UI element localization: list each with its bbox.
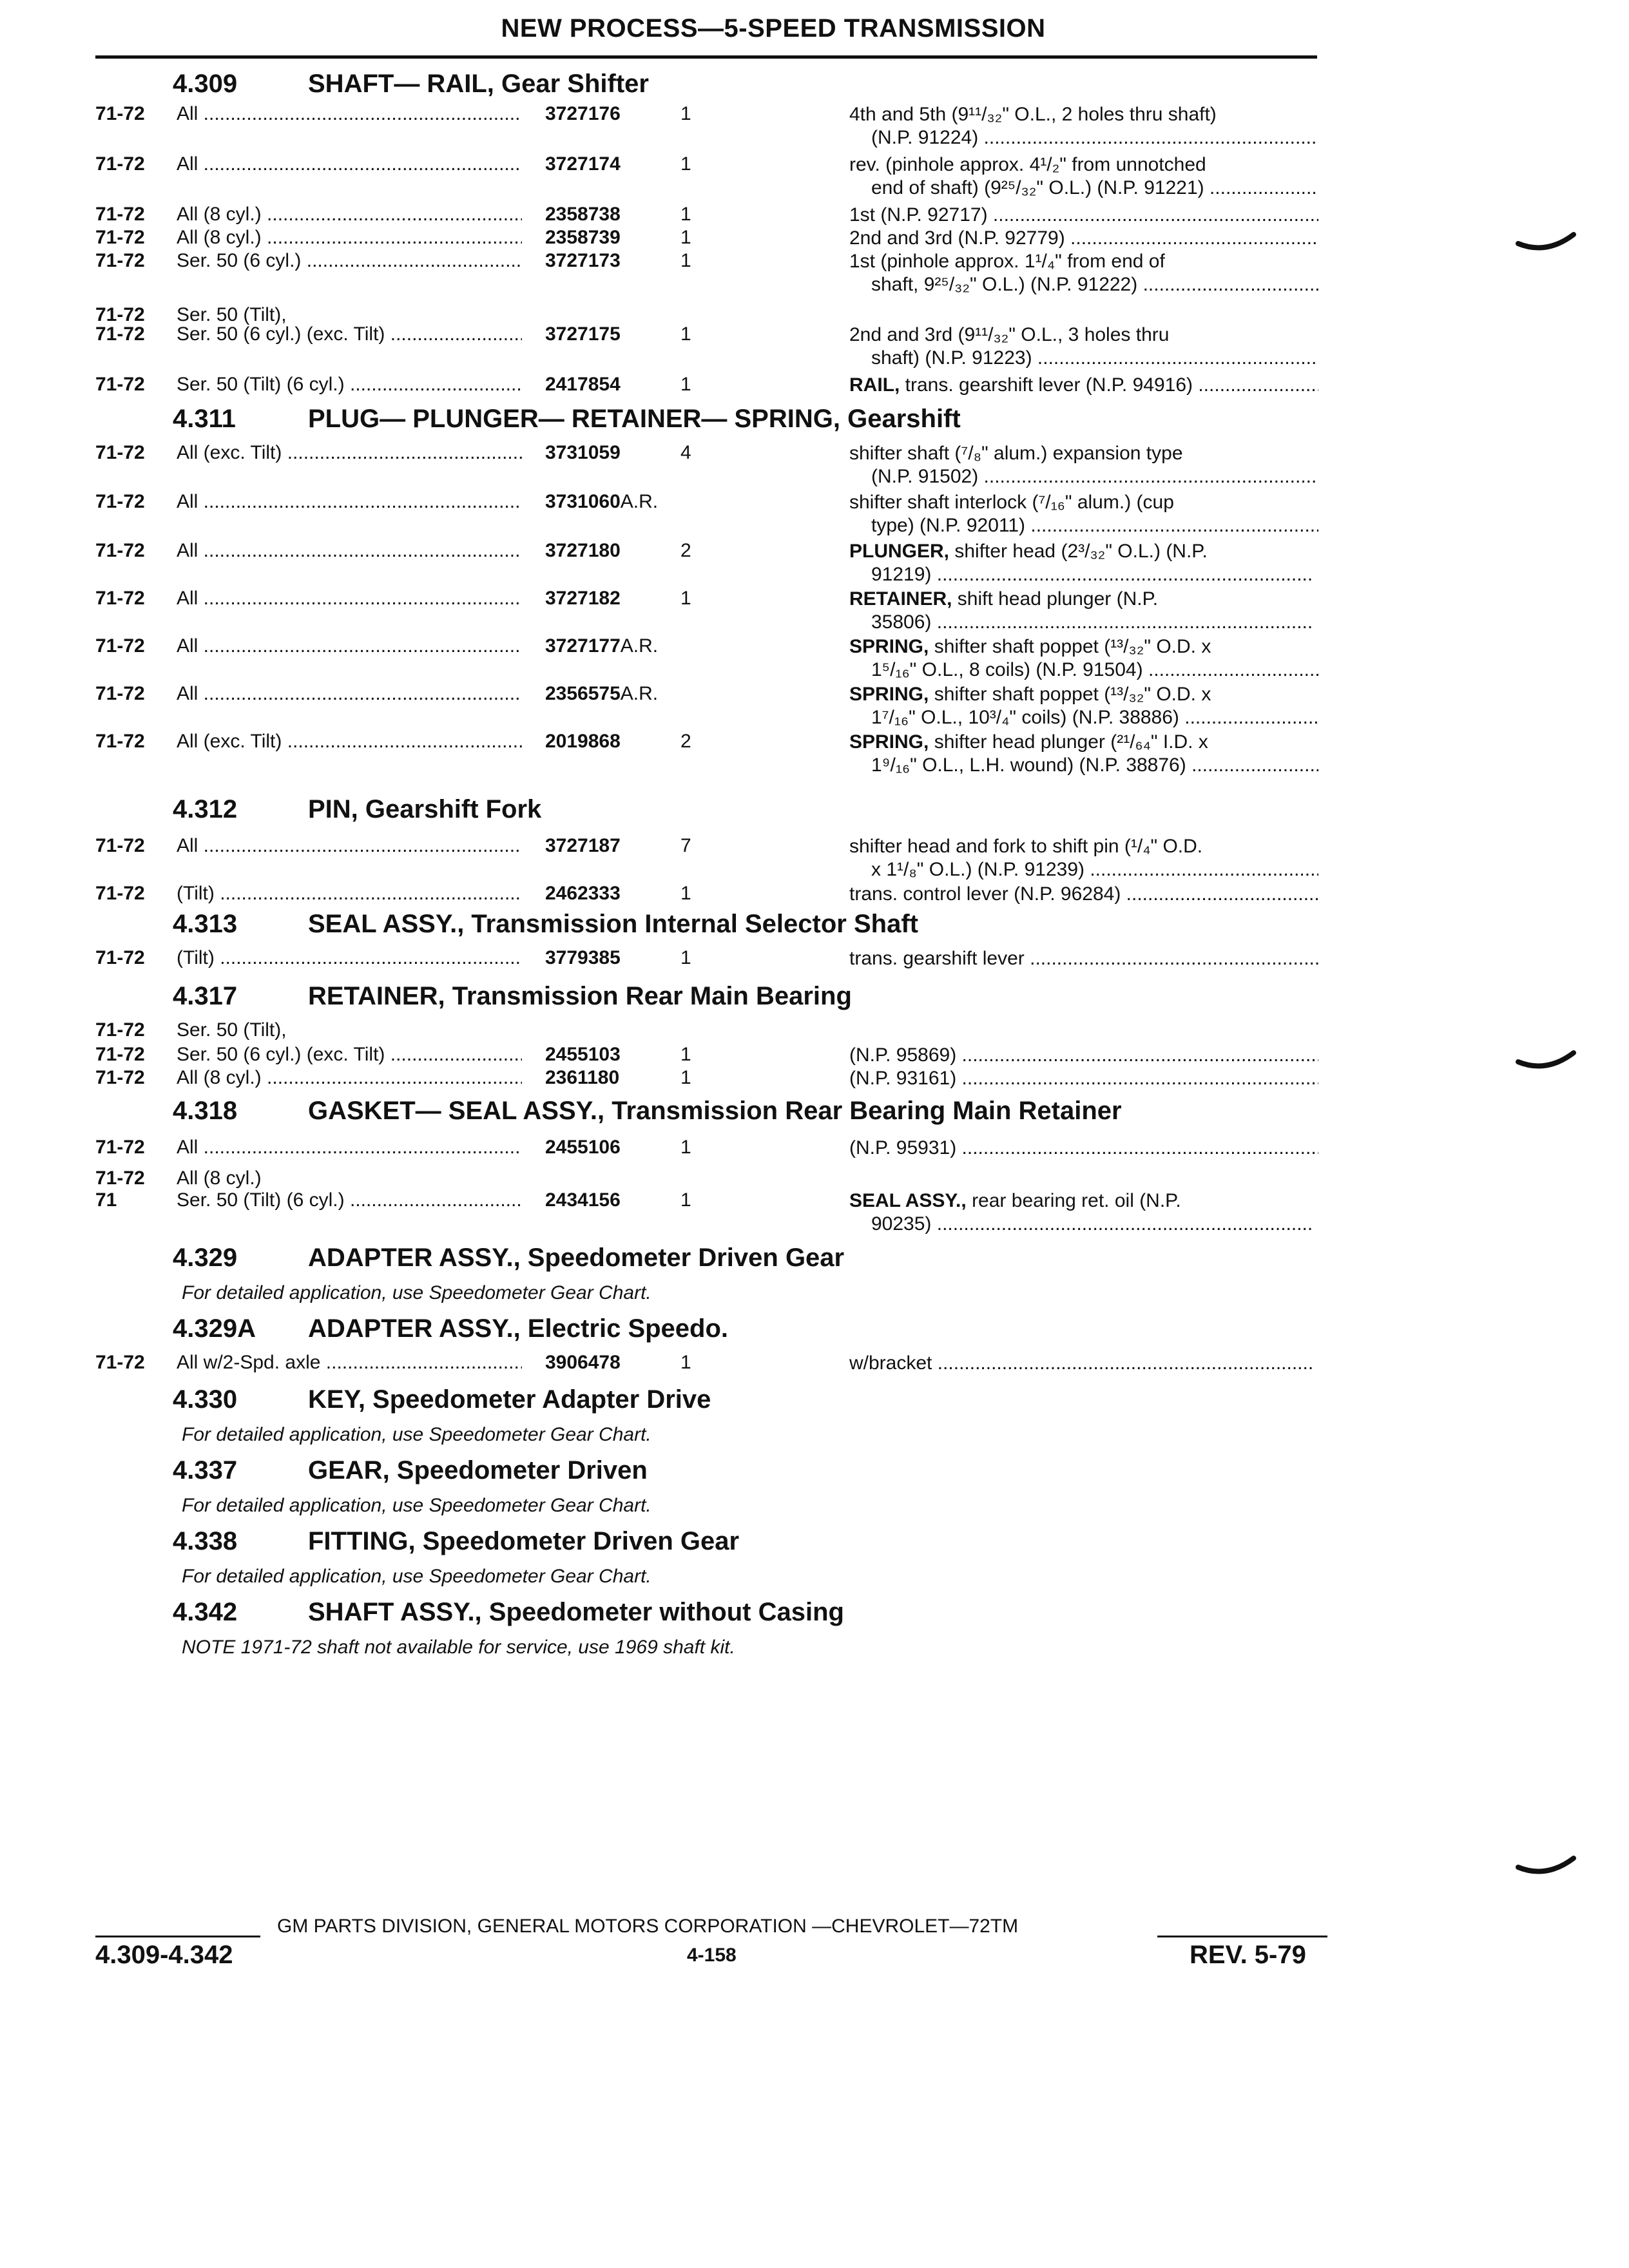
part-number: 3779385	[545, 947, 621, 968]
year: 71-72	[95, 588, 145, 609]
description-line	[849, 588, 1318, 611]
description	[849, 1137, 1318, 1160]
description-line: 1⁹/₁₆" O.L., L.H. wound) (N.P. 38876) .....	[849, 754, 1318, 777]
part-number: 3727177A.R.	[545, 635, 659, 657]
application: All .....	[177, 635, 522, 657]
description	[849, 442, 1318, 488]
part-number: 2462333	[545, 883, 621, 904]
description-line: (N.P. 95869) .....	[849, 1044, 1318, 1067]
part-number: 3731059	[545, 442, 621, 463]
binder-mark-icon	[1514, 1849, 1579, 1881]
description-line: 1⁵/₁₆" O.L., 8 coils) (N.P. 91504) .....	[849, 658, 1318, 682]
section-heading	[173, 982, 852, 1015]
quantity: 1	[680, 947, 691, 968]
part-number: 3727174	[545, 153, 621, 175]
description-text: trans. gearshift lever (N.P. 94916)	[900, 374, 1193, 396]
description	[849, 635, 1318, 682]
application: Ser. 50 (Tilt),	[177, 304, 287, 325]
description-line: shifter shaft interlock (⁷/₁₆" alum.) (cup	[849, 492, 1174, 513]
quantity: 1	[680, 250, 691, 271]
description-line: 35806) .....	[849, 611, 1318, 634]
description	[849, 204, 1318, 227]
part-number: 2455103	[545, 1044, 621, 1065]
application: All (8 cyl.)	[177, 1168, 262, 1189]
section-title: ADAPTER ASSY., Speedometer Driven Gear	[308, 1244, 845, 1272]
section-heading	[173, 405, 961, 438]
application-note: For detailed application, use Speedometer Gear Chart.	[182, 1424, 651, 1445]
footer-rule-left	[95, 1936, 260, 1937]
section-title: GASKET— SEAL ASSY., Transmission Rear Bearing Main Retainer	[308, 1097, 1122, 1125]
revision-date: REV. 5-79	[1190, 1941, 1306, 1969]
quantity: 1	[680, 204, 691, 225]
part-number: 2019868	[545, 731, 621, 752]
footer-publisher: GM PARTS DIVISION, GENERAL MOTORS CORPORATION —CHEVROLET—72TM	[277, 1916, 1019, 1937]
year: 71-72	[95, 1168, 145, 1189]
application: All .....	[177, 491, 522, 513]
quantity: 1	[680, 1189, 691, 1211]
year: 71-72	[95, 103, 145, 124]
description	[849, 540, 1318, 586]
description-text: shift head plunger (N.P.	[952, 588, 1159, 610]
binder-mark-icon	[1514, 1044, 1579, 1076]
application: All .....	[177, 835, 522, 857]
header-rule	[95, 55, 1317, 59]
description-line: end of shaft) (9²⁵/₃₂" O.L.) (N.P. 91221) .....	[849, 177, 1318, 200]
quantity: 1	[680, 1067, 691, 1088]
quantity: 1	[680, 323, 691, 345]
application-note: For detailed application, use Speedometer Gear Chart.	[182, 1566, 651, 1587]
part-number: 2361180	[545, 1067, 620, 1088]
part-name: SEAL ASSY.,	[849, 1190, 967, 1211]
description-line	[849, 731, 1318, 754]
quantity: 1	[680, 883, 691, 904]
description-text: shifter shaft poppet (¹³/₃₂" O.D. x	[929, 684, 1211, 705]
description	[849, 1352, 1318, 1375]
application: (Tilt) .....	[177, 947, 522, 969]
section-title: SEAL ASSY., Transmission Internal Selector Shaft	[308, 910, 918, 938]
description-line: 90235) .....	[849, 1213, 1318, 1236]
description-line: x 1¹/₈" O.L.) (N.P. 91239) .....	[849, 858, 1318, 881]
quantity: 4	[680, 442, 691, 463]
section-heading	[173, 795, 541, 829]
application: All .....	[177, 540, 522, 562]
section-heading	[173, 1314, 728, 1348]
description	[849, 227, 1318, 250]
quantity: 1	[680, 374, 691, 395]
description-line	[849, 374, 1318, 397]
part-number: 3727176	[545, 103, 621, 124]
part-number: 3727173	[545, 250, 621, 271]
description-line: 1⁷/₁₆" O.L., 10³/₄" coils) (N.P. 38886) .....	[849, 706, 1318, 729]
application: All (exc. Tilt) .....	[177, 442, 522, 464]
year: 71-72	[95, 227, 145, 248]
quantity: 1	[680, 227, 691, 248]
section-number: 4.318	[173, 1097, 238, 1125]
description	[849, 588, 1318, 634]
year: 71-72	[95, 540, 145, 561]
application: (Tilt) .....	[177, 883, 522, 905]
section-number: 4.338	[173, 1527, 238, 1555]
description-line: shaft) (N.P. 91223) .....	[849, 347, 1318, 370]
description	[849, 1189, 1318, 1236]
part-name: RAIL,	[849, 374, 900, 396]
quantity: 1	[680, 103, 691, 124]
description-text: shifter shaft poppet (¹³/₃₂" O.D. x	[929, 636, 1211, 657]
section-title: KEY, Speedometer Adapter Drive	[308, 1385, 711, 1414]
year: 71-72	[95, 883, 145, 904]
description	[849, 374, 1318, 397]
description-line: type) (N.P. 92011) .....	[849, 514, 1318, 537]
description-line: shaft, 9²⁵/₃₂" O.L.) (N.P. 91222) .....	[849, 273, 1318, 296]
quantity: 1	[680, 588, 691, 609]
service-note: NOTE 1971-72 shaft not available for service, use 1969 shaft kit.	[182, 1637, 735, 1658]
quantity: 1	[680, 153, 691, 175]
description-line: 2nd and 3rd (9¹¹/₃₂" O.L., 3 holes thru	[849, 324, 1170, 345]
section-title: FITTING, Speedometer Driven Gear	[308, 1527, 740, 1555]
section-heading	[173, 1527, 739, 1561]
binder-mark-icon	[1514, 226, 1579, 258]
section-title: SHAFT— RAIL, Gear Shifter	[308, 70, 649, 98]
section-number: 4.311	[173, 405, 236, 433]
description-line: shifter head and fork to shift pin (¹/₄" O.D.	[849, 836, 1203, 857]
description	[849, 250, 1318, 296]
page-number: 4-158	[687, 1945, 737, 1966]
description-text: shifter head (2³/₃₂" O.L.) (N.P.	[949, 541, 1208, 562]
section-heading	[173, 910, 918, 943]
section-number: 4.312	[173, 795, 238, 823]
part-number: 3731060A.R.	[545, 491, 659, 512]
application: All (8 cyl.) .....	[177, 1067, 522, 1089]
section-heading	[173, 1456, 648, 1490]
quantity: 7	[680, 835, 691, 856]
part-name: SPRING,	[849, 731, 929, 753]
application: Ser. 50 (Tilt) (6 cyl.) .....	[177, 374, 522, 396]
part-name: SPRING,	[849, 684, 929, 705]
description	[849, 883, 1318, 906]
quantity: 2	[680, 540, 691, 561]
section-number: 4.317	[173, 982, 238, 1010]
quantity: 2	[680, 731, 691, 752]
section-title: GEAR, Speedometer Driven	[308, 1456, 648, 1485]
section-number: 4.329A	[173, 1314, 256, 1343]
description-line: shifter shaft (⁷/₈" alum.) expansion type	[849, 443, 1183, 464]
description-line: trans. control lever (N.P. 96284) .....	[849, 883, 1318, 906]
description-line	[849, 683, 1318, 706]
year: 71-72	[95, 1352, 145, 1373]
part-name: RETAINER,	[849, 588, 952, 610]
description-line: 1st (N.P. 92717) .....	[849, 204, 1318, 227]
section-title: SHAFT ASSY., Speedometer without Casing	[308, 1598, 844, 1626]
year: 71-72	[95, 491, 145, 512]
application: All .....	[177, 683, 522, 705]
application-note: For detailed application, use Speedometer Gear Chart.	[182, 1495, 651, 1516]
description	[849, 153, 1318, 200]
description	[849, 103, 1318, 149]
year: 71-72	[95, 1067, 145, 1088]
year: 71-72	[95, 153, 145, 175]
footer-section-range: 4.309-4.342	[95, 1941, 233, 1969]
section-heading	[173, 70, 649, 103]
year: 71-72	[95, 947, 145, 968]
page-title: NEW PROCESS—5-SPEED TRANSMISSION	[501, 14, 1046, 43]
section-number: 4.330	[173, 1385, 238, 1414]
part-number: 3727182	[545, 588, 621, 609]
description-line: (N.P. 91502) .....	[849, 465, 1318, 488]
part-number: 2356575A.R.	[545, 683, 659, 704]
description	[849, 835, 1318, 881]
application: Ser. 50 (6 cyl.) (exc. Tilt) .....	[177, 323, 522, 345]
application: Ser. 50 (6 cyl.) (exc. Tilt) .....	[177, 1044, 522, 1066]
section-number: 4.342	[173, 1598, 238, 1626]
year: 71	[95, 1189, 117, 1211]
section-title: PLUG— PLUNGER— RETAINER— SPRING, Gearshift	[308, 405, 961, 433]
part-number: 3727180	[545, 540, 621, 561]
year: 71-72	[95, 374, 145, 395]
description-line	[849, 540, 1318, 563]
application: All .....	[177, 153, 522, 175]
description-line: 2nd and 3rd (N.P. 92779) .....	[849, 227, 1318, 250]
section-title: PIN, Gearshift Fork	[308, 795, 542, 823]
description-text: rear bearing ret. oil (N.P.	[966, 1190, 1181, 1211]
description-line: 1st (pinhole approx. 1¹/₄" from end of	[849, 251, 1165, 272]
part-number: 3727187	[545, 835, 621, 856]
year: 71-72	[95, 635, 145, 657]
section-heading	[173, 1244, 844, 1277]
application-note: For detailed application, use Speedometer Gear Chart.	[182, 1282, 651, 1303]
year: 71-72	[95, 1044, 145, 1065]
year: 71-72	[95, 683, 145, 704]
year: 71-72	[95, 204, 145, 225]
part-name: SPRING,	[849, 636, 929, 657]
section-title: RETAINER, Transmission Rear Main Bearing	[308, 982, 852, 1010]
description	[849, 323, 1318, 370]
year: 71-72	[95, 1137, 145, 1158]
year: 71-72	[95, 304, 145, 325]
quantity: 1	[680, 1044, 691, 1065]
application: All .....	[177, 103, 522, 125]
part-number: 3906478	[545, 1352, 621, 1373]
description	[849, 947, 1318, 970]
description-line: (N.P. 93161) .....	[849, 1067, 1318, 1090]
application: Ser. 50 (Tilt),	[177, 1019, 287, 1041]
section-number: 4.337	[173, 1456, 238, 1485]
description-text: shifter head plunger (²¹/₆₄" I.D. x	[929, 731, 1208, 753]
section-number: 4.329	[173, 1244, 238, 1272]
year: 71-72	[95, 1019, 145, 1041]
part-number: 2417854	[545, 374, 621, 395]
application: All .....	[177, 588, 522, 610]
part-number: 2358739	[545, 227, 621, 248]
part-name: PLUNGER,	[849, 541, 950, 562]
application: All (8 cyl.) .....	[177, 204, 522, 226]
section-number: 4.309	[173, 70, 238, 98]
description-line: (N.P. 91224) .....	[849, 126, 1318, 149]
year: 71-72	[95, 835, 145, 856]
application: All w/2-Spd. axle .....	[177, 1352, 522, 1374]
application: All (8 cyl.) .....	[177, 227, 522, 249]
application: All .....	[177, 1137, 522, 1158]
year: 71-72	[95, 731, 145, 752]
description-line: 91219) .....	[849, 563, 1318, 586]
section-heading	[173, 1097, 1122, 1130]
section-title: ADAPTER ASSY., Electric Speedo.	[308, 1314, 729, 1343]
description-line	[849, 635, 1318, 658]
part-number: 2358738	[545, 204, 621, 225]
description-line: (N.P. 95931) .....	[849, 1137, 1318, 1160]
description	[849, 1067, 1318, 1090]
quantity: 1	[680, 1137, 691, 1158]
application: Ser. 50 (Tilt) (6 cyl.) .....	[177, 1189, 522, 1211]
section-heading	[173, 1385, 711, 1419]
description-line	[849, 1189, 1318, 1213]
application: Ser. 50 (6 cyl.) .....	[177, 250, 522, 272]
part-number: 3727175	[545, 323, 621, 345]
description-line: rev. (pinhole approx. 4¹/₂" from unnotched	[849, 154, 1206, 175]
year: 71-72	[95, 442, 145, 463]
description	[849, 731, 1318, 777]
description-line: trans. gearshift lever .....	[849, 947, 1318, 970]
application: All (exc. Tilt) .....	[177, 731, 522, 753]
part-number: 2455106	[545, 1137, 621, 1158]
year: 71-72	[95, 250, 145, 271]
section-heading	[173, 1598, 844, 1631]
year: 71-72	[95, 323, 145, 345]
description	[849, 683, 1318, 729]
section-number: 4.313	[173, 910, 238, 938]
description-line: w/bracket .....	[849, 1352, 1318, 1375]
description-line: 4th and 5th (9¹¹/₃₂" O.L., 2 holes thru shaft)	[849, 104, 1217, 125]
description	[849, 1044, 1318, 1067]
quantity: 1	[680, 1352, 691, 1373]
footer-rule-right	[1157, 1936, 1327, 1937]
description	[849, 491, 1318, 537]
part-number: 2434156	[545, 1189, 621, 1211]
